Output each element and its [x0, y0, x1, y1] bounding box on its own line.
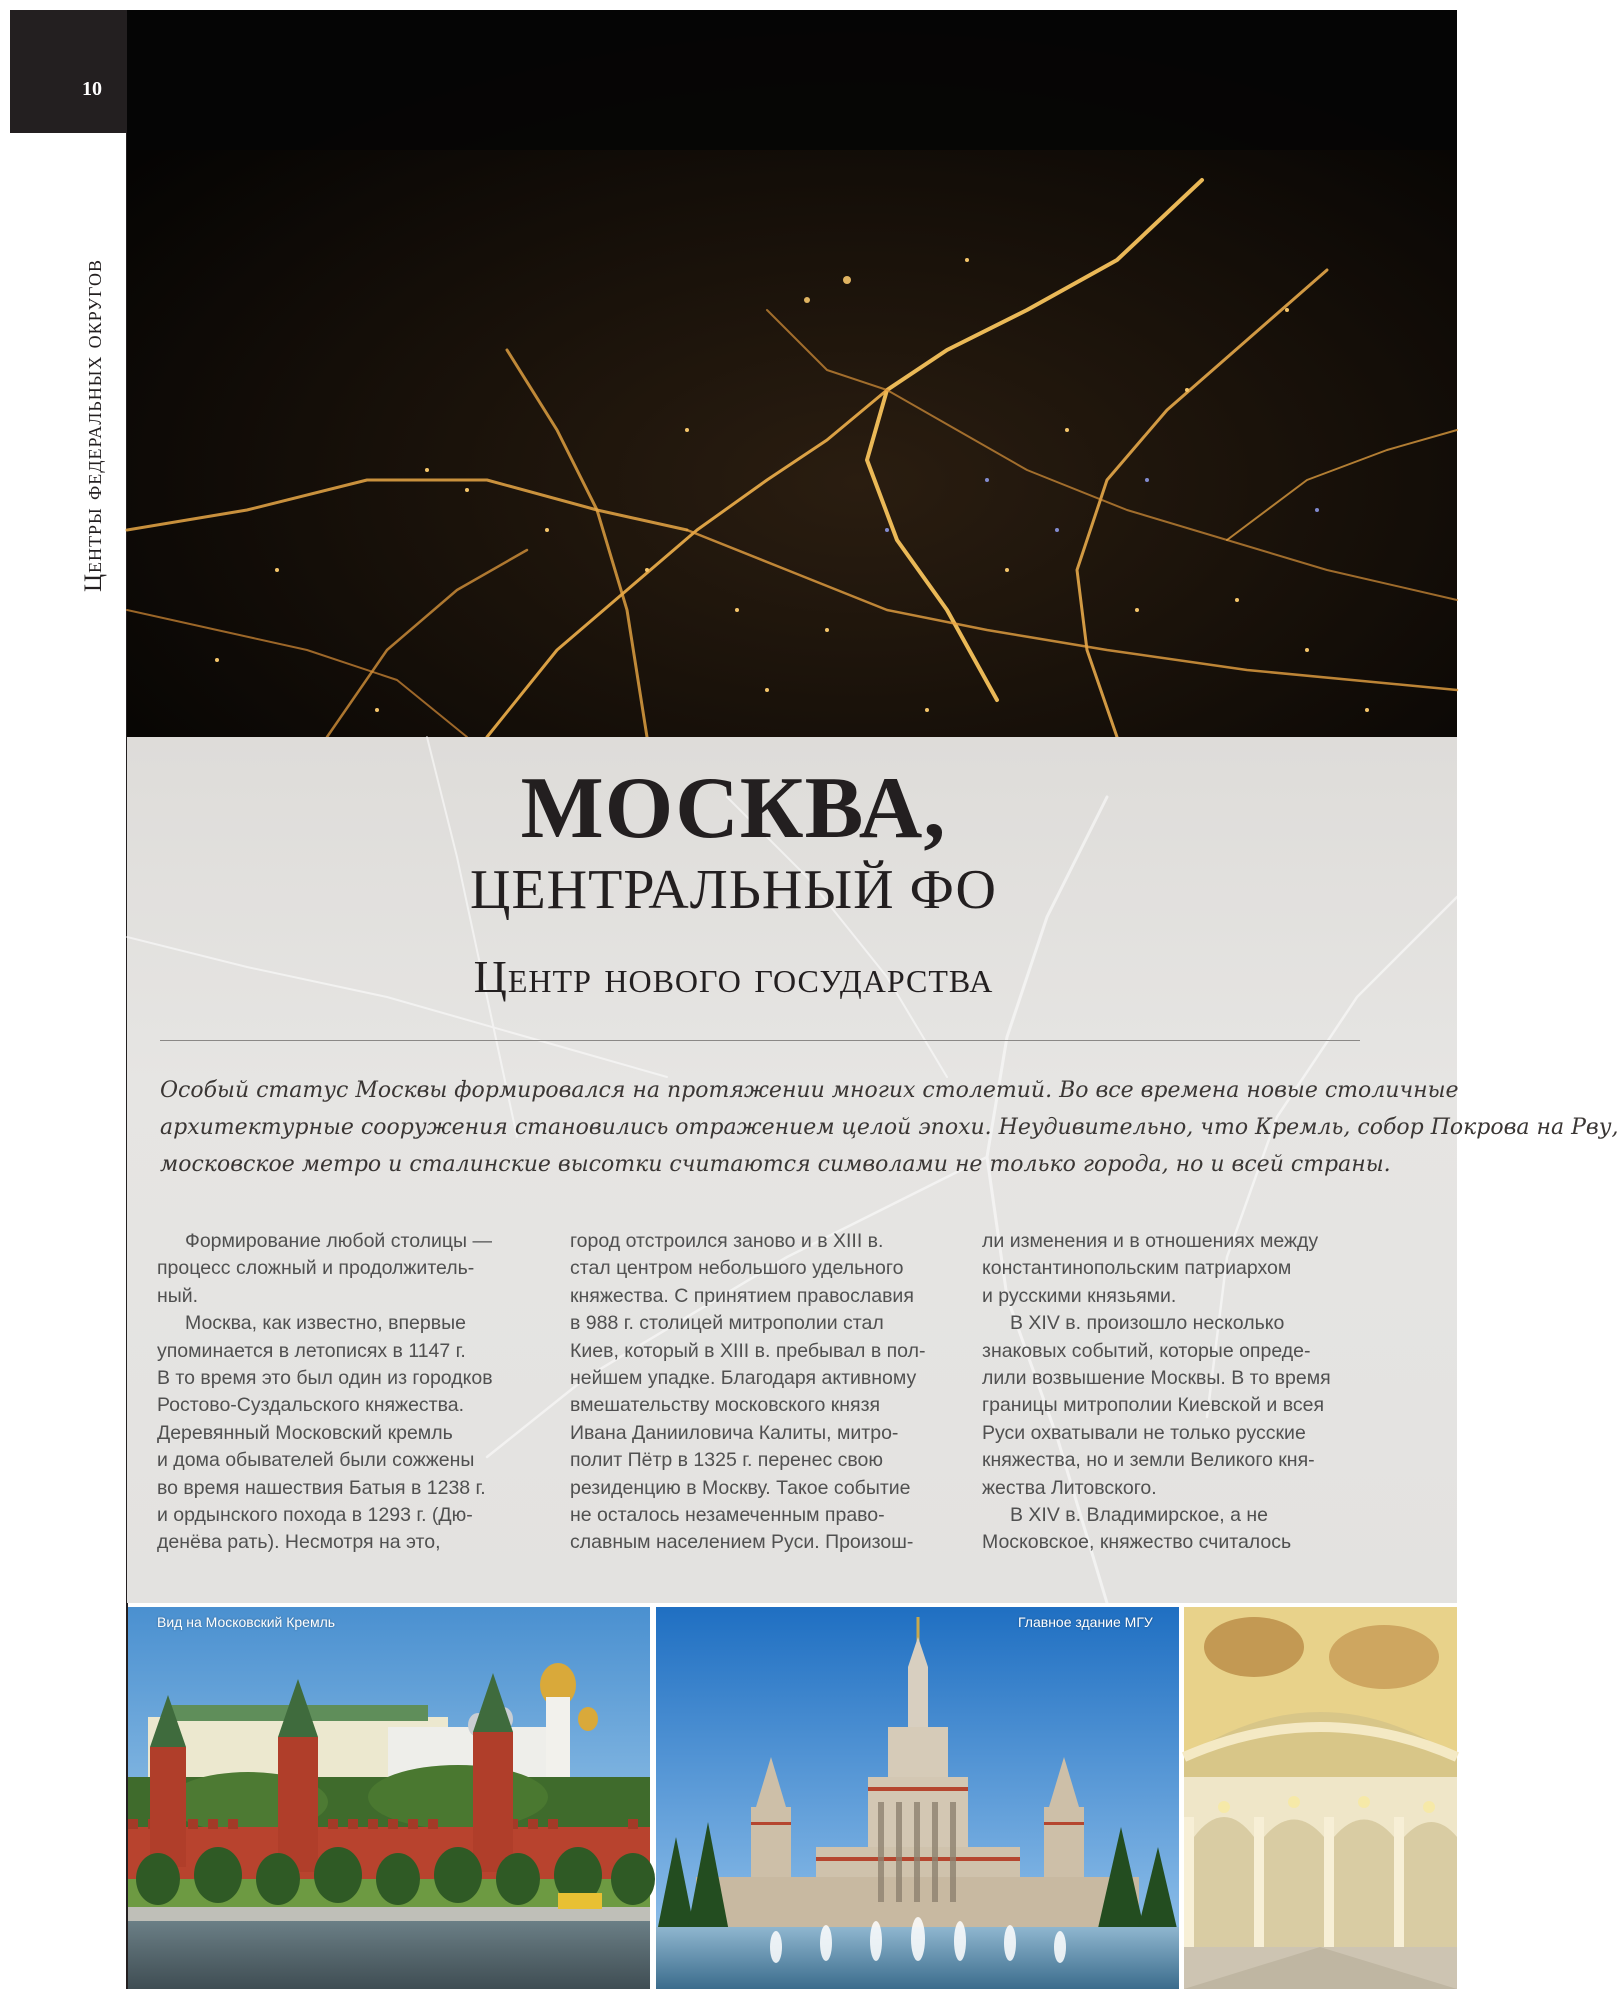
body-line: Ростово-Суздальского княжества.: [157, 1394, 465, 1417]
body-line: княжества. С принятием православия: [570, 1284, 914, 1307]
title-divider: [160, 1040, 1360, 1041]
body-line: стал центром небольшого удельного: [570, 1257, 904, 1280]
lead-line: Особый статус Москвы формировался на протяжении многих столетий. Во все времена новые столичные: [160, 1078, 1459, 1103]
body-line: ный.: [157, 1284, 199, 1307]
body-line: денёва рать). Несмотря на это,: [157, 1531, 441, 1554]
body-line: жества Литовского.: [982, 1476, 1157, 1499]
metro-hall-illustration: [1184, 1607, 1457, 1989]
mgu-illustration: [656, 1607, 1179, 1989]
body-line: и русскими князьями.: [982, 1284, 1177, 1307]
body-line: константинопольским патриархом: [982, 1257, 1292, 1280]
kremlin-illustration: [128, 1607, 650, 1989]
main-title-second-line: ЦЕНТРАЛЬНЫЙ ФО: [470, 859, 997, 921]
metro-station-photo: [1184, 1607, 1457, 1989]
lead-line: архитектурные сооружения становились отражением целой эпохи. Неудивительно, что Кремль, собор Покрова на Рву,: [160, 1115, 1619, 1140]
body-line: В XIV в. Владимирское, а не: [1010, 1504, 1269, 1527]
body-line: славным населением Руси. Произош-: [570, 1531, 914, 1554]
body-line: вмешательству московского князя: [570, 1394, 881, 1417]
body-line: и дома обывателей были сожжены: [157, 1449, 475, 1472]
body-line: знаковых событий, которые опреде-: [982, 1339, 1311, 1362]
body-line: В XIV в. произошло несколько: [1010, 1312, 1285, 1335]
main-title: МОСКВА,: [520, 760, 947, 857]
body-line: Ивана Данииловича Калиты, митро-: [570, 1421, 899, 1444]
mgu-photo: [656, 1607, 1179, 1989]
body-line: нейшем упадке. Благодаря активному: [570, 1367, 917, 1390]
subtitle: Центр нового государства: [473, 951, 994, 1002]
body-line: В то время это был один из городков: [157, 1367, 493, 1390]
body-line: княжества, но и земли Великого кня-: [982, 1449, 1315, 1472]
body-line: лили возвышение Москвы. В то время: [982, 1367, 1331, 1390]
body-line: в 988 г. столицей митрополии стал: [570, 1312, 884, 1335]
body-column-1: [157, 1228, 537, 1557]
body-line: Москва, как известно, впервые: [185, 1312, 466, 1335]
night-city-illustration: [127, 10, 1457, 737]
body-line: упоминается в летописях в 1147 г.: [157, 1339, 466, 1362]
kremlin-photo: [128, 1607, 650, 1989]
body-column-2: [570, 1228, 950, 1557]
mgu-caption: Главное здание МГУ: [1018, 1614, 1153, 1630]
body-line: Руси охватывали не только русские: [982, 1421, 1306, 1444]
page-number-box: [10, 10, 127, 133]
body-column-3: [982, 1228, 1362, 1557]
hero-night-city-photo: [127, 10, 1457, 737]
section-label: Центры федеральных округов: [80, 259, 107, 592]
lead-line: московское метро и сталинские высотки считаются символами не только города, но и всей страны.: [160, 1152, 1391, 1177]
body-line: ли изменения и в отношениях между: [982, 1230, 1319, 1252]
body-line: город отстроился заново и в XIII в.: [570, 1230, 884, 1252]
body-line: Московское, княжество считалось: [982, 1531, 1292, 1554]
body-line: границы митрополии Киевской и всея: [982, 1394, 1325, 1417]
body-line: процесс сложный и продолжитель-: [157, 1257, 475, 1280]
body-line: полит Пётр в 1325 г. перенес свою: [570, 1449, 884, 1472]
body-line: Киев, который в XIII в. пребывал в пол-: [570, 1339, 926, 1362]
body-line: и ордынского похода в 1293 г. (Дю-: [157, 1504, 473, 1527]
body-line: Деревянный Московский кремль: [157, 1421, 453, 1444]
kremlin-caption: Вид на Московский Кремль: [157, 1614, 336, 1630]
body-line: не осталось незамеченным право-: [570, 1504, 885, 1527]
body-line: резиденцию в Москву. Такое событие: [570, 1476, 911, 1499]
page-number: 10: [82, 78, 102, 100]
lead-paragraph: [160, 1072, 1619, 1183]
body-line: во время нашествия Батыя в 1238 г.: [157, 1476, 486, 1499]
body-line: Формирование любой столицы —: [185, 1230, 492, 1252]
